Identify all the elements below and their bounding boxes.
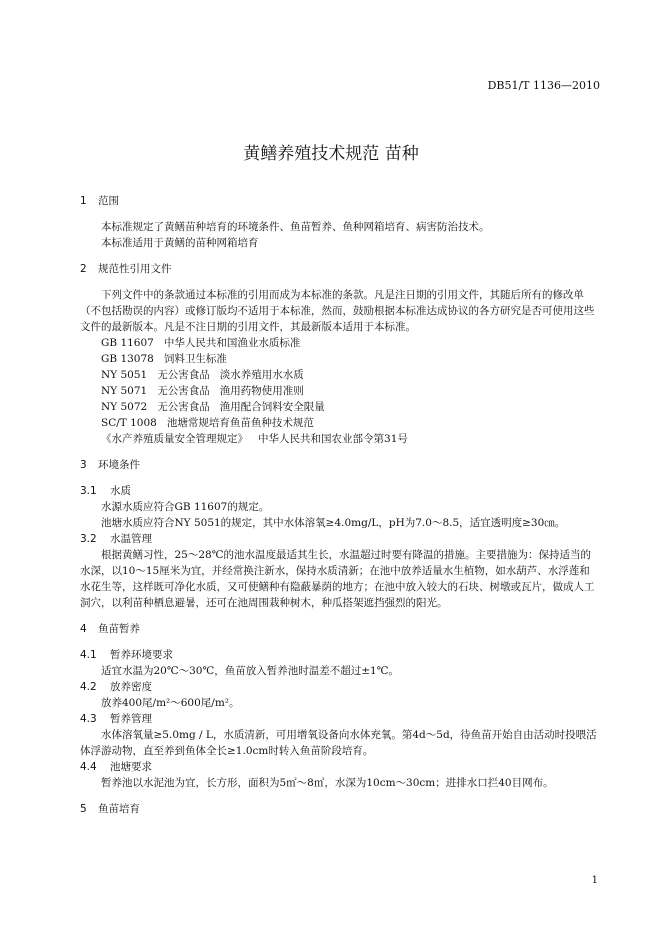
- paragraph: 本标准适用于黄鳝的苗种网箱培育: [101, 237, 259, 249]
- reference-item: GB 13078 饲料卫生标准: [101, 353, 227, 365]
- subsection-number: 3.1: [80, 485, 97, 497]
- subsection-title: 水质: [110, 485, 131, 497]
- subsection-heading: [80, 759, 600, 775]
- section-title: 鱼苗暂养: [98, 623, 140, 635]
- page-number: 1: [591, 875, 598, 886]
- section-number: 5: [80, 803, 87, 815]
- paragraph: 水源水质应符合GB 11607的规定。: [101, 501, 270, 513]
- subsection-number: 4.2: [80, 681, 97, 693]
- section-number: 4: [80, 623, 87, 635]
- section-number: 3: [80, 459, 87, 471]
- section-title: 环境条件: [98, 459, 140, 471]
- paragraph: 池塘水质应符合NY 5051的规定，其中水体溶氧≥4.0mg/L，pH为7.0～8.5，适宜透明度≥30㎝。: [101, 517, 566, 529]
- paragraph: 下列文件中的条款通过本标准的引用而成为本标准的条款。凡是注日期的引用文件，其随后所有的修改单（不包括勘误的内容）或修订版均不适用于本标准，然而，鼓励根据本标准达成协议的各方研究是否可使用这些文件的最新版本。凡是不注日期的引用文件，其最新版本适用于本标准。: [80, 289, 595, 333]
- subsection-number: 3.2: [80, 533, 97, 545]
- paragraph: 根据黄鳝习性，25～28℃的池水温度最适其生长，水温超过时要有降温的措施。主要措施为：保持适当的水深，以10～15厘米为宜，并经常换注新水，保持水质清新；在池中放养适量水生植物，如水葫芦、水浮莲和水花生等，这样既可净化水质，又可使鳝种有隐蔽暴荫的地方；在池中放入较大的石块、树墩或瓦片，做成人工洞穴，以利苗种栖息避暑，还可在池周围栽种树木，种瓜搭架遮挡强烈的阳光。: [80, 549, 595, 609]
- paragraph: 放养400尾/m²～600尾/m²。: [101, 697, 240, 709]
- document-id: DB51/T 1136—2010: [487, 79, 600, 92]
- subsection-title: 暂养环境要求: [110, 649, 173, 661]
- reference-item: SC/T 1008 池塘常规培育鱼苗鱼种技术规范: [101, 417, 314, 429]
- reference-item: 《水产养殖质量安全管理规定》 中华人民共和国农业部令第31号: [101, 433, 408, 445]
- section-heading: [80, 457, 600, 473]
- section-title: 范围: [98, 195, 119, 207]
- reference-item: GB 11607 中华人民共和国渔业水质标准: [101, 337, 301, 349]
- section-number: 2: [80, 263, 87, 275]
- subsection-heading: [80, 711, 600, 727]
- subsection-heading: [80, 531, 600, 547]
- document-title: 黄鳝养殖技术规范 苗种: [243, 144, 419, 164]
- section-heading: [80, 621, 600, 637]
- paragraph: 适宜水温为20℃～30℃，鱼苗放入暂养池时温差不超过±1℃。: [101, 665, 399, 677]
- section-heading: [80, 261, 600, 277]
- reference-item: NY 5072 无公害食品 渔用配合饲料安全限量: [101, 401, 325, 413]
- subsection-number: 4.3: [80, 713, 97, 725]
- subsection-heading: [80, 483, 600, 499]
- paragraph: 水体溶氧量≥5.0mg / L，水质清新，可用增氧设备向水体充氧。第4d～5d，待鱼苗开始自由活动时投喂活体浮游动物，直至养到鱼体全长≥1.0cm时转入鱼苗阶段培育。: [80, 729, 597, 757]
- paragraph: 本标准规定了黄鳝苗种培育的环境条件、鱼苗暂养、鱼种网箱培育、病害防治技术。: [101, 221, 490, 233]
- document-body: [80, 193, 600, 817]
- reference-item: NY 5051 无公害食品 淡水养殖用水水质: [101, 369, 304, 381]
- subsection-number: 4.4: [80, 761, 97, 773]
- reference-item: NY 5071 无公害食品 渔用药物使用准则: [101, 385, 304, 397]
- paragraph: 暂养池以水泥池为宜，长方形，面积为5㎡～8㎡，水深为10cm～30cm；进排水口拦40目网布。: [101, 777, 554, 789]
- section-heading: [80, 193, 600, 209]
- section-number: 1: [80, 195, 87, 207]
- section-title: 鱼苗培育: [98, 803, 140, 815]
- section-title: 规范性引用文件: [98, 263, 172, 275]
- section-heading: [80, 801, 600, 817]
- subsection-title: 暂养管理: [110, 713, 152, 725]
- subsection-title: 池塘要求: [110, 761, 152, 773]
- subsection-heading: [80, 679, 600, 695]
- subsection-heading: [80, 647, 600, 663]
- subsection-title: 放养密度: [110, 681, 152, 693]
- subsection-number: 4.1: [80, 649, 97, 661]
- subsection-title: 水温管理: [110, 533, 152, 545]
